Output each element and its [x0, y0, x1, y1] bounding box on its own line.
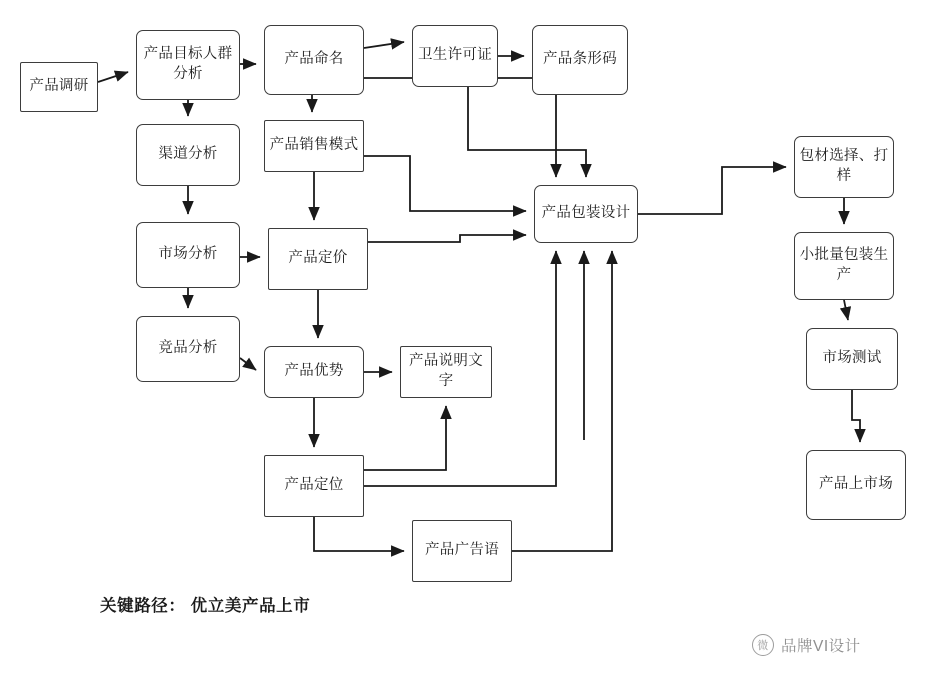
- edge-n18-n19: [852, 390, 860, 442]
- node-product-slogan[interactable]: 产品广告语: [412, 520, 512, 582]
- edge-n3-n15: [364, 78, 556, 177]
- diagram-caption: 关键路径： 优立美产品上市: [100, 597, 311, 615]
- watermark-label: 品牌VI设计: [781, 638, 861, 655]
- node-market-test[interactable]: 市场测试: [806, 328, 898, 390]
- edge-n13-n12: [364, 406, 446, 470]
- edge-n9-n15: [368, 235, 526, 242]
- node-product-barcode[interactable]: 产品条形码: [532, 25, 628, 95]
- node-competitor-analysis[interactable]: 竞品分析: [136, 316, 240, 382]
- edge-n1-n2: [98, 72, 128, 82]
- node-product-research[interactable]: 产品调研: [20, 62, 98, 112]
- wechat-badge-icon: 微: [752, 634, 774, 656]
- node-product-description-text[interactable]: 产品说明文字: [400, 346, 492, 398]
- node-product-naming[interactable]: 产品命名: [264, 25, 364, 95]
- edge-n7-n15: [364, 156, 526, 211]
- edge-n10-n11: [240, 358, 256, 370]
- edge-n17-n18: [844, 300, 848, 320]
- node-packaging-design[interactable]: 产品包装设计: [534, 185, 638, 243]
- node-material-selection-proofing[interactable]: 包材选择、打样: [794, 136, 894, 198]
- node-small-batch-production[interactable]: 小批量包装生产: [794, 232, 894, 300]
- node-sales-model[interactable]: 产品销售模式: [264, 120, 364, 172]
- node-product-positioning[interactable]: 产品定位: [264, 455, 364, 517]
- edge-n4-n15: [468, 87, 586, 177]
- edge-n15-n16: [638, 167, 786, 214]
- node-market-analysis[interactable]: 市场分析: [136, 222, 240, 288]
- node-channel-analysis[interactable]: 渠道分析: [136, 124, 240, 186]
- edge-n3-n4: [364, 42, 404, 48]
- edge-n14-n15: [512, 251, 612, 551]
- edge-n13-n14: [314, 517, 404, 551]
- node-product-launch[interactable]: 产品上市场: [806, 450, 906, 520]
- node-product-pricing[interactable]: 产品定价: [268, 228, 368, 290]
- node-hygiene-license[interactable]: 卫生许可证: [412, 25, 498, 87]
- node-target-audience-analysis[interactable]: 产品目标人群分析: [136, 30, 240, 100]
- watermark: [752, 634, 861, 656]
- node-product-advantages[interactable]: 产品优势: [264, 346, 364, 398]
